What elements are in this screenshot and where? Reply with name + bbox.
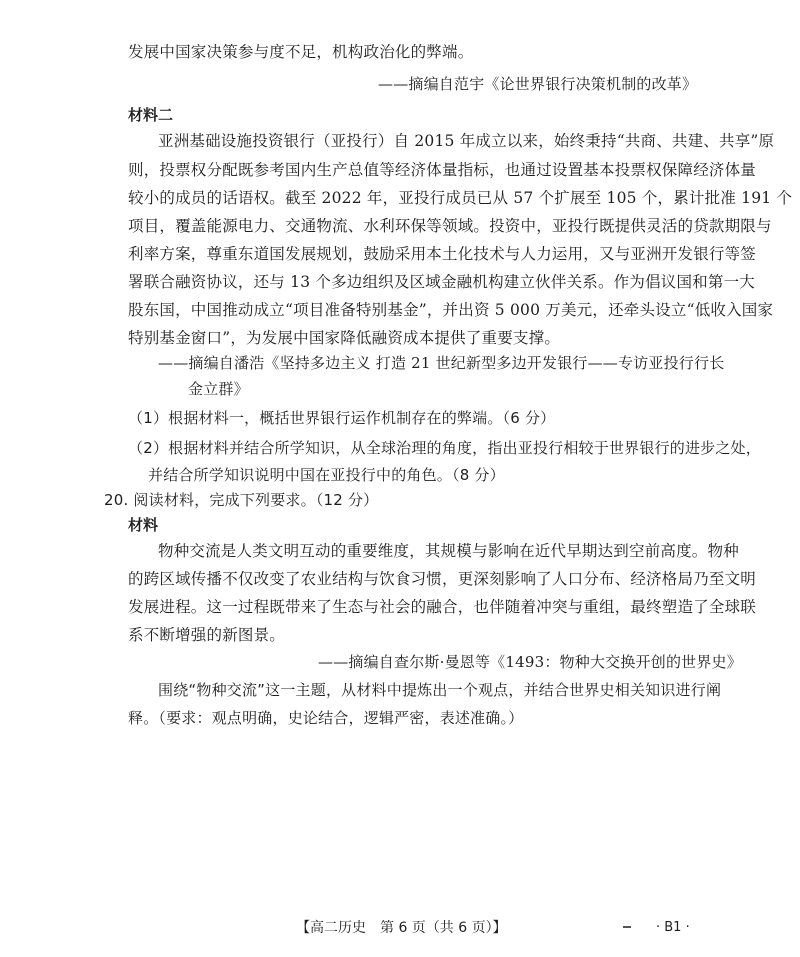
question-19-2: （2）根据材料并结合所学知识，从全球治理的角度，指出亚投行相较于世界银行的进步之处，: [128, 439, 761, 457]
material2-line: 则，投票权分配既参考国内生产总值等经济体量指标，也通过设置基本投票权保障经济体量: [128, 161, 757, 179]
material2-line: 利率方案，尊重东道国发展规划，鼓励采用本土化技术与人力运用，又与亚洲开发银行等签: [128, 245, 757, 263]
material2-line: 较小的成员的话语权。截至 2022 年，亚投行成员已从 57 个扩展至 105 个，累计批准 191 个: [128, 189, 793, 207]
material2-line: 项目，覆盖能源电力、交通物流、水利环保等领域。投资中，亚投行既提供灵活的贷款期限与: [128, 217, 772, 235]
material2-line: 署联合融资协议，还与 13 个多边组织及区域金融机构建立伙伴关系。作为倡议国和第一大: [128, 273, 755, 291]
question-19-1: （1）根据材料一，概括世界银行运作机制存在的弊端。（6 分）: [128, 409, 556, 427]
question-20-title: 20. 阅读材料，完成下列要求。（12 分）: [104, 491, 379, 509]
material2-line: 股东国，中国推动成立“项目准备特别基金”，并出资 5 000 万美元，还牵头设立“低收入国家: [128, 301, 774, 319]
material-line: 物种交流是人类文明互动的重要维度，其规模与影响在近代早期达到空前高度。物种: [158, 542, 739, 560]
material-line: 发展进程。这一过程既带来了生态与社会的融合，也伴随着冲突与重组，最终塑造了全球联: [128, 598, 757, 616]
question-20-task-cont: 释。（要求：观点明确，史论结合，逻辑严密，表述准确。）: [128, 709, 524, 727]
page-code: · B1 ·: [656, 920, 690, 935]
source-citation-2: ——摘编自潘浩《坚持多边主义 打造 21 世纪新型多边开发银行——专访亚投行行长: [158, 354, 725, 372]
material-line: 的跨区域传播不仅改变了农业结构与饮食习惯，更深刻影响了人口分布、经济格局乃至文明: [128, 570, 757, 588]
source-citation-2-cont: 金立群》: [188, 380, 249, 398]
page-footer-label: 【高二历史 第 6 页（共 6 页）】: [296, 920, 507, 936]
intro-text-line: 发展中国家决策参与度不足，机构政治化的弊端。: [128, 43, 474, 61]
material-line: 系不断增强的新图景。: [128, 626, 286, 644]
question-20-task: 围绕“物种交流”这一主题，从材料中提炼出一个观点，并结合世界史相关知识进行阐: [158, 681, 722, 699]
material2-line: 特别基金窗口”，为发展中国家降低融资成本提供了重要支撑。: [128, 329, 561, 347]
source-citation-3: ——摘编自查尔斯·曼恩等《1493：物种大交换开创的世界史》: [318, 653, 742, 671]
material2-heading: 材料二: [128, 106, 174, 124]
material2-line: 亚洲基础设施投资银行（亚投行）自 2015 年成立以来，始终秉持“共商、共建、共享”原: [158, 132, 775, 150]
source-citation-1: ——摘编自范宇《论世界银行决策机制的改革》: [378, 75, 698, 93]
footer-dash-mark: [623, 926, 631, 928]
question-20-material-heading: 材料: [128, 516, 159, 534]
question-19-2-cont: 并结合所学知识说明中国在亚投行中的角色。（8 分）: [148, 466, 505, 484]
